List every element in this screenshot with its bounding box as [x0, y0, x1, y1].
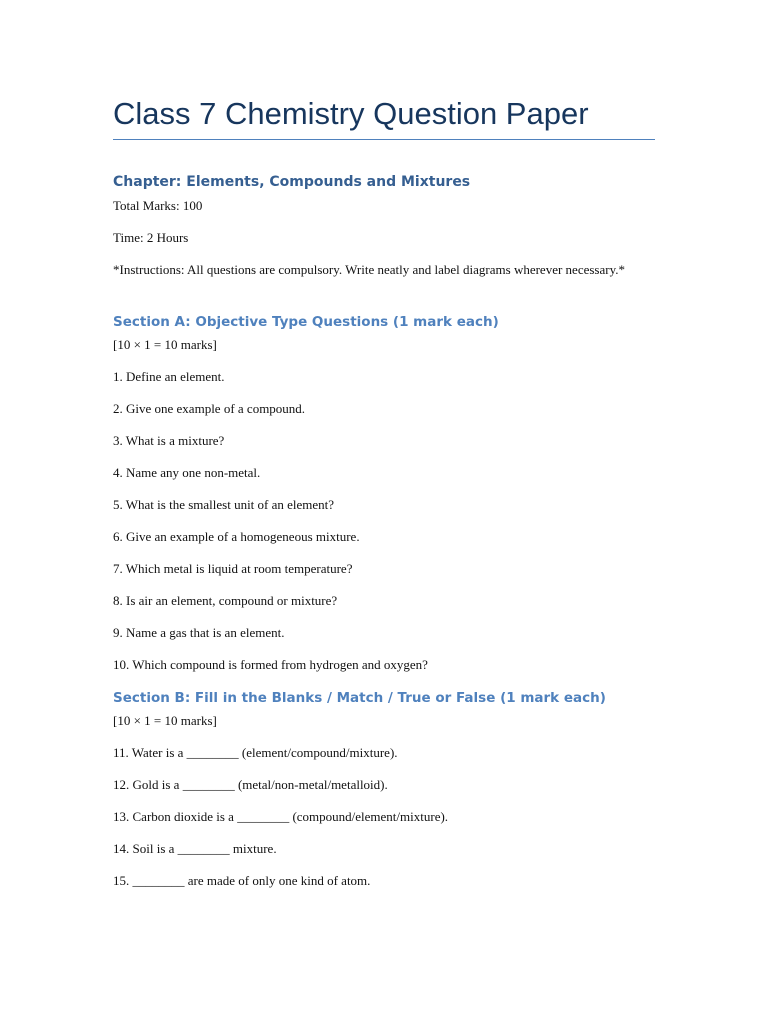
- chapter-heading: Chapter: Elements, Compounds and Mixtures: [113, 174, 471, 190]
- question-item: 2. Give one example of a compound.: [113, 401, 306, 416]
- question-item: 1. Define an element.: [113, 369, 225, 384]
- section-a-heading: Section A: Objective Type Questions (1 mark each): [113, 314, 499, 330]
- total-marks: Total Marks: 100: [113, 198, 203, 213]
- question-item: 6. Give an example of a homogeneous mixture.: [113, 529, 360, 544]
- question-item: 13. Carbon dioxide is a ________ (compound/element/mixture).: [113, 809, 449, 824]
- question-item: 12. Gold is a ________ (metal/non-metal/metalloid).: [113, 777, 388, 792]
- question-item: 8. Is air an element, compound or mixture?: [113, 593, 338, 608]
- question-item: 3. What is a mixture?: [113, 433, 225, 448]
- section-b-marks: [10 × 1 = 10 marks]: [113, 713, 217, 728]
- question-item: 9. Name a gas that is an element.: [113, 625, 285, 640]
- question-item: 14. Soil is a ________ mixture.: [113, 841, 277, 856]
- instructions: *Instructions: All questions are compulsory. Write neatly and label diagrams wherever necessary.*: [113, 262, 625, 277]
- question-item: 10. Which compound is formed from hydrogen and oxygen?: [113, 657, 428, 672]
- question-item: 11. Water is a ________ (element/compound/mixture).: [113, 745, 398, 760]
- section-a-marks: [10 × 1 = 10 marks]: [113, 337, 217, 352]
- page-title: Class 7 Chemistry Question Paper: [113, 96, 589, 131]
- question-item: 5. What is the smallest unit of an element?: [113, 497, 335, 512]
- question-item: 7. Which metal is liquid at room temperature?: [113, 561, 353, 576]
- title-underline: [113, 139, 655, 140]
- exam-time: Time: 2 Hours: [113, 230, 189, 245]
- section-b-heading: Section B: Fill in the Blanks / Match / True or False (1 mark each): [113, 690, 606, 706]
- question-item: 4. Name any one non-metal.: [113, 465, 261, 480]
- question-item: 15. ________ are made of only one kind of atom.: [113, 873, 371, 888]
